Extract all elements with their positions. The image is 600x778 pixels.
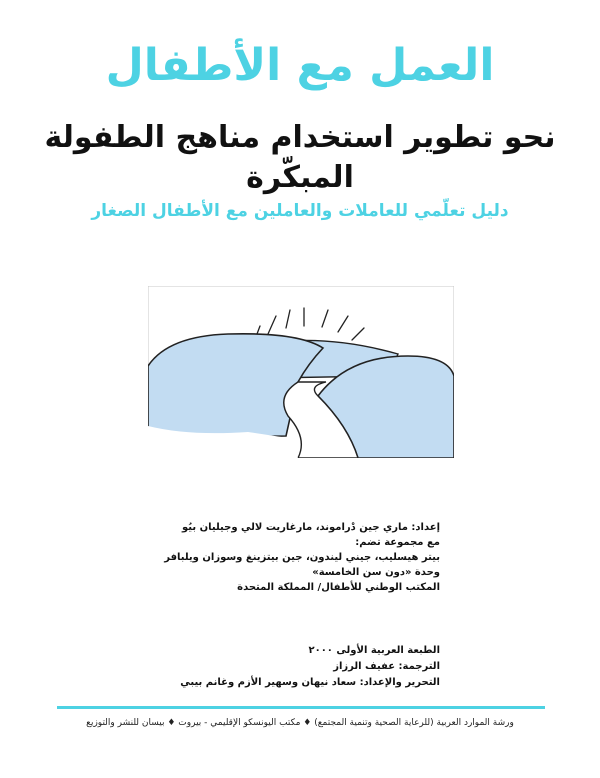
editing-credit: التحرير والإعداد: سعاد نيهان وسهير الأزم وغانم بيبي — [180, 677, 440, 688]
publishers-footer: ورشة الموارد العربية (للرعاية الصحية وتنمية المجتمع) ♦ مكتب اليونسكو الإقليمي - بيروت ♦ بيسان للنشر والتوزيع — [86, 718, 514, 728]
translation-credit: الترجمة: عفيف الرزاز — [333, 661, 440, 672]
edition-block — [150, 643, 440, 691]
credits-line: إعداد: ماري جين دْراموند، مارغاريت لالي وجيليان بيُو — [182, 522, 440, 533]
book-title: العمل مع الأطفال — [105, 40, 495, 91]
first-edition: الطبعة العربية الأولى ٢٠٠٠ — [308, 645, 440, 656]
credits-block — [150, 520, 440, 595]
credits-line: مع مجموعة تضم: — [355, 537, 440, 548]
cover-illustration — [148, 286, 454, 458]
credits-line: بيتر هيسليب، جيني ليندون، جين بيتزينغ وسوزان ويلبافر — [164, 552, 440, 563]
book-tagline: دليل تعلّمي للعاملات والعاملين مع الأطفال الصغار — [91, 201, 509, 221]
credits-line: المكتب الوطني للأطفال/ المملكة المتحدة — [237, 582, 440, 593]
credits-line: وحدة «دون سن الخامسة» — [312, 567, 440, 578]
footer-divider — [57, 706, 545, 709]
book-subtitle: نحو تطوير استخدام مناهج الطفولة المبكّرة — [44, 120, 556, 195]
